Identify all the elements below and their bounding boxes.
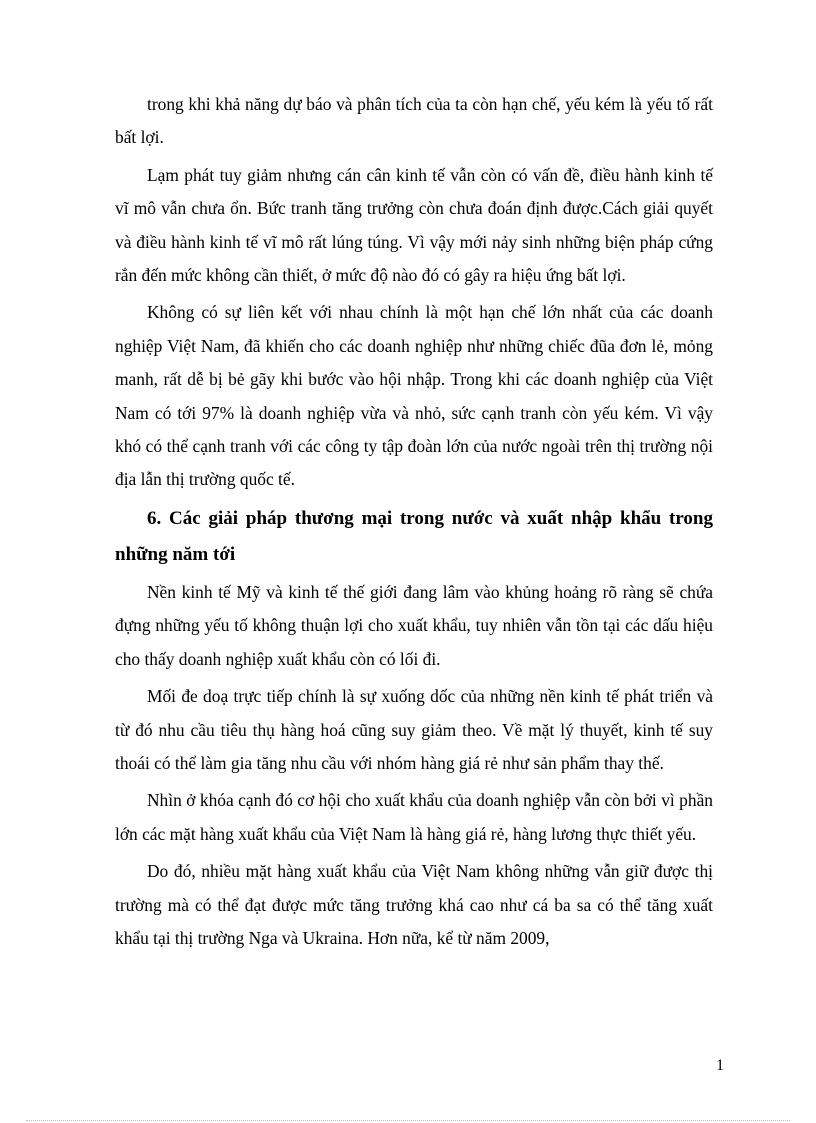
page-number: 1: [716, 1057, 724, 1074]
paragraph-7: Do đó, nhiều mặt hàng xuất khẩu của Việt Nam không những vẫn giữ được thị trường mà có thể đạt được mức tăng trưởng khá cao như cá ba sa có thể tăng xuất khẩu tại thị trường Nga và Ukraina. Hơn nữa, kể từ năm 2009,: [115, 861, 713, 948]
paragraph-5: Mối đe doạ trực tiếp chính là sự xuống dốc của những nền kinh tế phát triển và từ đó nhu cầu tiêu thụ hàng hoá cũng suy giảm theo. Về mặt lý thuyết, kinh tế suy thoái có thể làm gia tăng nhu cầu với nhóm hàng giá rẻ như sản phẩm thay thế.: [115, 686, 713, 773]
document-body: [115, 88, 713, 959]
page-bottom-divider: [26, 1120, 790, 1121]
paragraph-1: trong khi khả năng dự báo và phân tích của ta còn hạn chế, yếu kém là yếu tố rất bất lợi.: [115, 94, 713, 148]
paragraph-6: Nhìn ở khóa cạnh đó cơ hội cho xuất khẩu của doanh nghiệp vẫn còn bởi vì phần lớn các mặt hàng xuất khẩu của Việt Nam là hàng giá rẻ, hàng lương thực thiết yếu.: [115, 790, 713, 844]
section-heading: 6. Các giải pháp thương mại trong nước và xuất nhập khẩu trong những năm tới: [115, 507, 713, 565]
paragraph-2: Lạm phát tuy giảm nhưng cán cân kinh tế vẫn còn có vấn đề, điều hành kinh tế vĩ mô vẫn chưa ổn. Bức tranh tăng trưởng còn chưa đoán định được.Cách giải quyết và điều hành kinh tế vĩ mô rất lúng túng. Vì vậy mới nảy sinh những biện pháp cứng rắn đến mức không cần thiết, ở mức độ nào đó có gây ra hiệu ứng bất lợi.: [115, 164, 713, 286]
paragraph-4: Nền kinh tế Mỹ và kinh tế thế giới đang lâm vào khủng hoảng rõ ràng sẽ chứa đựng những yếu tố không thuận lợi cho xuất khẩu, tuy nhiên vẫn tồn tại các dấu hiệu cho thấy doanh nghiệp xuất khẩu còn có lối đi.: [115, 581, 713, 669]
paragraph-3: Không có sự liên kết với nhau chính là một hạn chế lớn nhất của các doanh nghiệp Việt Nam, đã khiến cho các doanh nghiệp như những chiếc đũa đơn lẻ, mỏng manh, rất dễ bị bẻ gãy khi bước vào hội nhập. Trong khi các doanh nghiệp của Việt Nam có tới 97% là doanh nghiệp vừa và nhỏ, sức cạnh tranh còn yếu kém. Vì vậy khó có thể cạnh tranh với các công ty tập đoàn lớn của nước ngoài trên thị trường nội địa lẫn thị trường quốc tế.: [115, 302, 713, 490]
